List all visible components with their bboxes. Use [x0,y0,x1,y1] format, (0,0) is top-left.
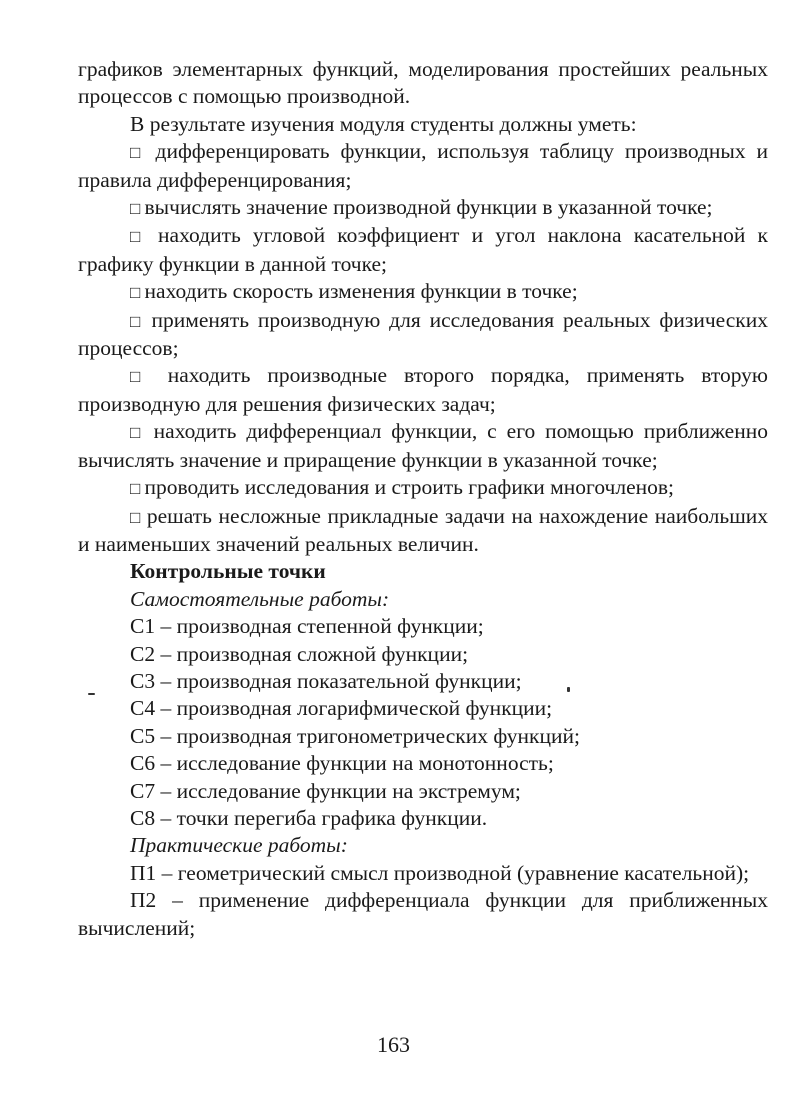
intro-continuation: графиков элементарных функций, моделирования простейших реальных процессов с помощью производной. [78,57,768,109]
skill-item: □ применять производную для исследования реальных физических процессов; [78,307,768,363]
independent-work-item: С3 – производная показательной функции; [130,668,522,693]
skills-lead: В результате изучения модуля студенты должны уметь: [130,111,637,136]
independent-work-item: С6 – исследование функции на монотонность; [130,751,554,776]
skill-item: □ вычислять значение производной функции в указанной точке; [78,194,768,222]
page-number: 163 [377,1032,410,1057]
independent-work-item: С7 – исследование функции на экстремум; [130,778,521,803]
practical-works-heading: Практические работы: [130,833,348,858]
skill-item: □ находить угловой коэффициент и угол наклона касательной к графику функции в данной точке; [78,222,768,278]
independent-works-heading: Самостоятельные работы: [130,586,390,611]
page-body [78,56,768,942]
skill-item: □ находить скорость изменения функции в точке; [78,278,768,306]
scan-speck [88,693,95,695]
practical-work-item: П2 – применение дифференциала функции для приближенных вычислений; [78,888,768,940]
independent-work-item: С4 – производная логарифмической функции; [130,696,553,721]
skill-item: □ проводить исследования и строить графики многочленов; [78,474,768,502]
independent-work-item: С5 – производная тригонометрических функций; [130,723,580,748]
skill-item: □ находить дифференциал функции, с его помощью приближенно вычислять значение и приращение функции в указанной точке; [78,418,768,474]
practical-work-item: П1 – геометрический смысл производной (уравнение касательной); [130,860,750,885]
skill-item: □ дифференцировать функции, используя таблицу производных и правила дифференцирования; [78,138,768,194]
independent-work-item: С2 – производная сложной функции; [130,641,469,666]
skill-item: □ решать несложные прикладные задачи на нахождение наибольших и наименьших значений реальных величин. [78,503,768,559]
scan-speck [567,687,570,692]
independent-work-item: С8 – точки перегиба графика функции. [130,805,488,830]
independent-work-item: С1 – производная степенной функции; [130,614,484,639]
skill-item: □ находить производные второго порядка, применять вторую производную для решения физических задач; [78,362,768,418]
control-points-heading: Контрольные точки [130,559,326,584]
